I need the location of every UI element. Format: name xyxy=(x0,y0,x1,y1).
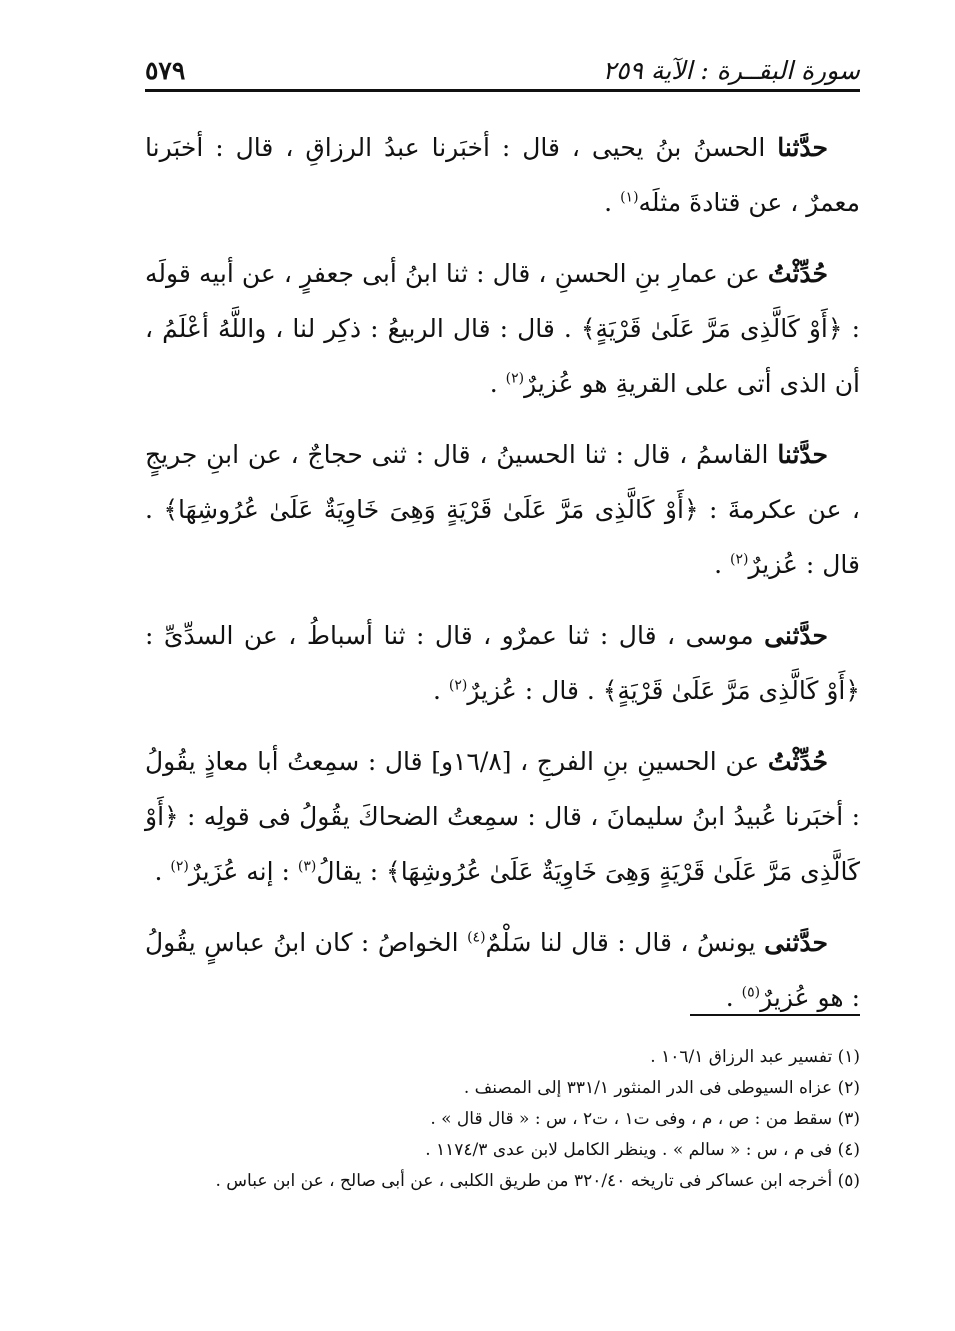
footnote-marker: (٤) xyxy=(467,929,486,946)
paragraph-tail: . xyxy=(714,550,731,579)
footnote-4: (٤) فى م ، س : « سالم » . وينظر الكامل لابن عدى ١١٧٤/٣ . xyxy=(425,1140,860,1160)
paragraph-tail: . xyxy=(433,676,449,705)
paragraph-text: يونسُ ، قال : قال لنا سَلْمٌ xyxy=(485,928,756,957)
paragraph-3 xyxy=(145,427,860,592)
main-text xyxy=(145,120,860,1041)
footnote-marker: (٢) xyxy=(730,551,749,568)
paragraph-lead: حدَّثنا xyxy=(777,440,829,469)
paragraph-text: عن عمارِ بنِ الحسنِ ، قال : ثنا ابنُ أبى جعفرٍ ، عن أبيه قولَه : ﴿أَوْ كَالَّذِى مَرَّ عَلَىٰ قَرْيَةٍ﴾ . قال : قال الربيعُ : ذكِر لنا ، واللَّهُ أعْلَمُ ، أن الذى أتى على القريةِ هو عُزيرٌ xyxy=(145,259,860,398)
paragraph-1 xyxy=(145,120,860,230)
paragraph-tail: . xyxy=(489,369,506,398)
footnote-marker: (١) xyxy=(620,189,639,206)
footnote-marker: (٢) xyxy=(448,677,468,694)
paragraph-4 xyxy=(145,608,860,718)
paragraph-2 xyxy=(145,246,860,411)
paragraph-lead: حدَّثنى xyxy=(764,621,829,650)
paragraph-tail: الخواصُ : كان ابنُ عباسٍ يقُولُ : هو عُزيرٌ xyxy=(145,928,860,1012)
paragraph-text: القاسمُ ، قال : ثنا الحسينُ ، قال : ثنى حجاجٌ ، عن ابنِ جريجٍ ، عن عكرمةَ : ﴿أَوْ كَالَّذِى مَرَّ عَلَىٰ قَرْيَةٍ وَهِىَ خَاوِيَةٌ عَلَىٰ عُرُوشِهَا﴾ . قال : عُزيرٌ xyxy=(145,440,860,579)
paragraph-text: عن الحسينِ بنِ الفرجِ ، [١٦/٨و] قال : سمِعتُ أبا معاذٍ يقُولُ : أخبَرنا عُبيدُ ابنُ سليمانَ ، قال : سمِعتُ الضحاكَ يقُولُ فى قولِه : ﴿أَوْ كَالَّذِى مَرَّ عَلَىٰ قَرْيَةٍ وَهِىَ خَاوِيَةٌ عَلَىٰ عُرُوشِهَا﴾ : يقالُ xyxy=(145,747,860,886)
page-number: ٥٧٩ xyxy=(145,56,186,85)
footnote-divider xyxy=(690,1014,860,1016)
paragraph-5 xyxy=(145,734,860,899)
paragraph-text: موسى ، قال : ثنا عمرٌو ، قال : ثنا أسباطُ ، عن السدِّىِّ : ﴿أَوْ كَالَّذِى مَرَّ عَلَىٰ قَرْيَةٍ﴾ . قال : عُزيرٌ xyxy=(145,621,860,705)
footnote-marker: (٥) xyxy=(741,984,761,1001)
paragraph-lead: حدَّثنى xyxy=(764,928,829,957)
footnote-marker: (٢) xyxy=(170,858,189,875)
page-header xyxy=(145,40,860,92)
running-title: سورة البقــرة : الآية ٢٥٩ xyxy=(602,56,860,85)
footnote-1: (١) تفسير عبد الرزاق ١٠٦/١ . xyxy=(650,1047,860,1067)
paragraph-lead: حُدِّثْتُ xyxy=(767,259,828,288)
footnote-5: (٥) أخرجه ابن عساكر فى تاريخه ٣٢٠/٤٠ من طريق الكلبى ، عن أبى صالح ، عن ابن عباس . xyxy=(215,1171,860,1191)
paragraph-lead: حدَّثنا xyxy=(777,133,828,162)
footnotes xyxy=(145,1042,860,1197)
paragraph-6 xyxy=(145,915,860,1025)
footnote-3: (٣) سقط من : ص ، م ، وفى ت١ ، ت٢ ، س : « قال قال » . xyxy=(430,1109,860,1129)
footnote-2: (٢) عزاه السيوطى فى الدر المنثور ٣٣١/١ إلى المصنف . xyxy=(463,1078,860,1098)
paragraph-tail: . xyxy=(725,983,742,1012)
paragraph-tail: . xyxy=(604,188,621,217)
paragraph-lead: حُدِّثْتُ xyxy=(767,747,828,776)
paragraph-text: الحسنُ بنُ يحيى ، قال : أخبَرنا عبدُ الرزاقِ ، قال : أخبَرنا معمرٌ ، عن قتادةَ مثلَه xyxy=(145,133,860,217)
footnote-marker: (٣) xyxy=(297,858,317,875)
paragraph-tail: . xyxy=(154,857,171,886)
paragraph-tail: : إنه عُزَيرٌ xyxy=(188,857,298,886)
footnote-marker: (٢) xyxy=(505,370,525,387)
